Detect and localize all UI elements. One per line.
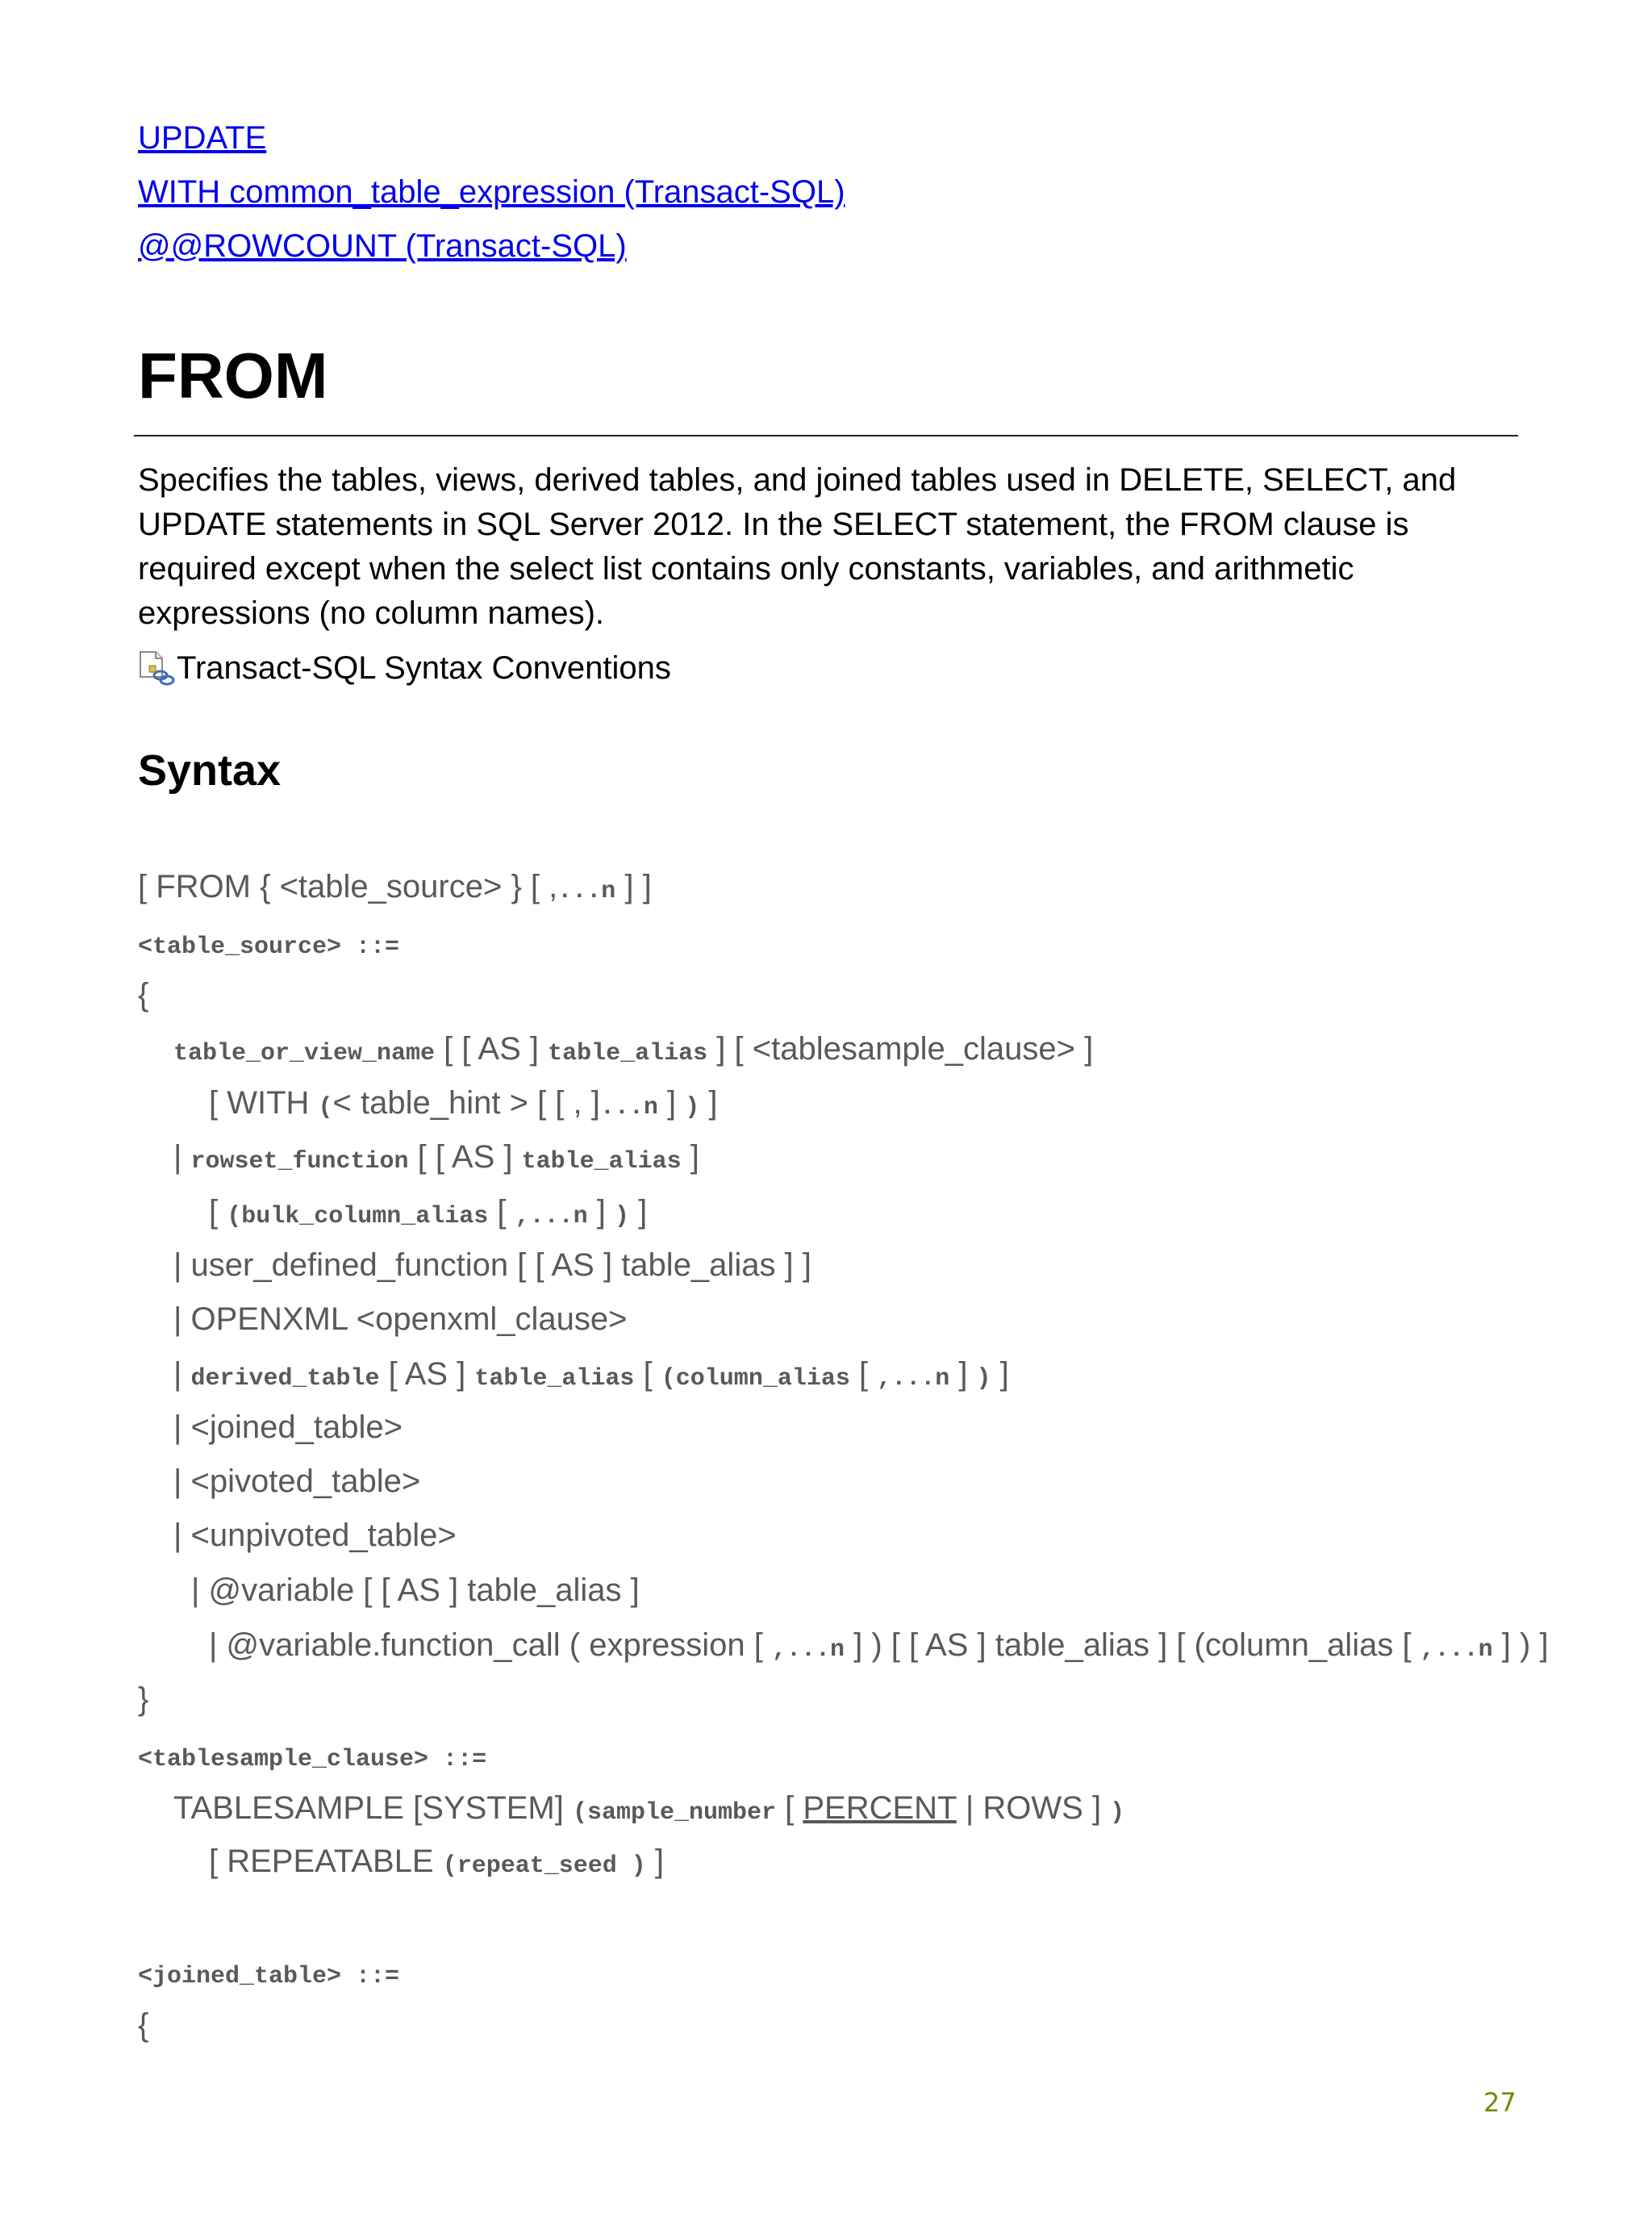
syntax-text: ] bbox=[629, 1194, 648, 1230]
link-rowcount[interactable]: @@ROWCOUNT (Transact-SQL) bbox=[138, 228, 627, 264]
syntax-token: (bulk_column_alias bbox=[227, 1203, 489, 1230]
syntax-line-udf bbox=[173, 1244, 811, 1286]
syntax-text: [ bbox=[209, 1194, 227, 1230]
syntax-text: ] bbox=[949, 1356, 977, 1392]
syntax-text: | <unpivoted_table> bbox=[173, 1518, 457, 1553]
syntax-text: [ REPEATABLE bbox=[209, 1844, 443, 1879]
syntax-line-variable-function bbox=[209, 1624, 1549, 1671]
syntax-text: [ bbox=[776, 1790, 803, 1826]
syntax-token: (sample_number bbox=[572, 1799, 777, 1827]
syntax-line-unpivoted bbox=[173, 1514, 457, 1556]
syntax-token: ...n bbox=[557, 878, 616, 905]
syntax-text: [ [ AS ] bbox=[408, 1139, 522, 1175]
syntax-text: | @variable.function_call ( expression [ bbox=[209, 1627, 772, 1663]
syntax-heading: Syntax bbox=[138, 746, 282, 795]
syntax-line-joined bbox=[173, 1406, 403, 1448]
syntax-line-tablesample bbox=[173, 1787, 1124, 1834]
syntax-token: ,...n bbox=[1420, 1636, 1493, 1664]
syntax-token: ) bbox=[976, 1365, 991, 1393]
page-number: 27 bbox=[1483, 2087, 1516, 2118]
syntax-token: table_alias bbox=[474, 1365, 635, 1393]
syntax-default-percent: PERCENT bbox=[803, 1790, 957, 1826]
syntax-conventions-label: Transact-SQL Syntax Conventions bbox=[177, 650, 671, 686]
syntax-text: | bbox=[173, 1139, 191, 1175]
link-icon bbox=[138, 649, 175, 687]
syntax-token: <table_source> ::= bbox=[138, 933, 400, 961]
syntax-text: [ [ AS ] bbox=[435, 1031, 549, 1067]
syntax-line-rowset bbox=[173, 1136, 699, 1183]
syntax-token: table_or_view_name bbox=[173, 1040, 436, 1067]
syntax-text: ] ) [ [ AS ] table_alias ] [ (column_alias [ bbox=[845, 1627, 1420, 1663]
syntax-token: (column_alias bbox=[661, 1365, 850, 1393]
syntax-text: ] bbox=[657, 1085, 686, 1121]
syntax-text: ] bbox=[681, 1139, 699, 1175]
syntax-conventions-link[interactable] bbox=[138, 645, 671, 691]
syntax-token: table_alias bbox=[521, 1148, 682, 1176]
syntax-line-from bbox=[138, 866, 652, 913]
syntax-text: { bbox=[138, 977, 149, 1013]
syntax-text: } bbox=[138, 1681, 149, 1717]
syntax-text: | ROWS ] bbox=[956, 1790, 1111, 1826]
syntax-token: <tablesample_clause> ::= bbox=[138, 1746, 487, 1773]
page-title: FROM bbox=[138, 340, 328, 411]
syntax-text: [ FROM { <table_source> } [ , bbox=[138, 869, 558, 904]
syntax-text: | bbox=[173, 1356, 191, 1392]
syntax-token: ,...n bbox=[772, 1636, 845, 1664]
syntax-text: | <pivoted_table> bbox=[173, 1464, 421, 1499]
syntax-token: (repeat_seed ) bbox=[442, 1852, 646, 1880]
syntax-line-repeatable bbox=[209, 1840, 664, 1887]
syntax-text: [ AS ] bbox=[379, 1356, 475, 1392]
syntax-text: ] [ <tablesample_clause> ] bbox=[707, 1031, 1094, 1067]
syntax-text: ] ) ] bbox=[1492, 1627, 1549, 1663]
syntax-line-pivoted bbox=[173, 1460, 420, 1502]
syntax-text: | OPENXML <openxml_clause> bbox=[173, 1301, 628, 1337]
syntax-text: | <joined_table> bbox=[173, 1410, 403, 1445]
syntax-token: ) bbox=[1110, 1799, 1125, 1827]
syntax-token: <joined_table> ::= bbox=[138, 1963, 400, 1990]
syntax-text: [ bbox=[488, 1194, 515, 1230]
syntax-token: ) bbox=[685, 1094, 700, 1121]
syntax-line-with-hint bbox=[209, 1082, 717, 1129]
syntax-text: | @variable [ [ AS ] table_alias ] bbox=[191, 1572, 640, 1608]
syntax-token: table_alias bbox=[548, 1040, 708, 1067]
title-divider bbox=[134, 435, 1518, 436]
syntax-token: ,...n bbox=[877, 1365, 950, 1393]
syntax-line-derived bbox=[173, 1353, 1009, 1400]
syntax-token: ( bbox=[318, 1094, 333, 1121]
link-with-cte[interactable]: WITH common_table_expression (Transact-SQL) bbox=[138, 174, 845, 210]
syntax-text: { bbox=[138, 2007, 149, 2043]
syntax-line-joined-table-def bbox=[138, 1951, 399, 1998]
syntax-close-brace bbox=[138, 1678, 148, 1720]
syntax-line-tablesample-def bbox=[138, 1734, 486, 1781]
syntax-token: ,...n bbox=[515, 1203, 588, 1230]
syntax-text: < table_hint > [ [ , ] bbox=[332, 1085, 600, 1121]
description-paragraph: Specifies the tables, views, derived tables, and joined tables used in DELETE, SELECT, and UPDATE statements in SQL Server 2012. In the SELECT statement, the FROM clause is required except when the select list contains only constants, variables, and arithmetic expressions (no column names). bbox=[138, 462, 1457, 631]
syntax-line-bulk bbox=[209, 1191, 647, 1238]
syntax-text: ] bbox=[991, 1356, 1009, 1392]
syntax-line-table-source-def bbox=[138, 921, 399, 968]
syntax-text: ] ] bbox=[615, 869, 652, 904]
syntax-text: ] bbox=[587, 1194, 615, 1230]
syntax-text: ] bbox=[699, 1085, 718, 1121]
syntax-token: ) bbox=[615, 1203, 630, 1230]
syntax-text: [ bbox=[849, 1356, 878, 1392]
syntax-text: ] bbox=[645, 1844, 665, 1879]
syntax-open-brace bbox=[138, 974, 148, 1016]
syntax-text: | user_defined_function [ [ AS ] table_alias ] ] bbox=[173, 1247, 811, 1283]
syntax-open-brace-2 bbox=[138, 2004, 148, 2046]
syntax-line-openxml bbox=[173, 1298, 628, 1340]
syntax-text: TABLESAMPLE [SYSTEM] bbox=[173, 1790, 573, 1826]
link-update[interactable]: UPDATE bbox=[138, 120, 267, 156]
syntax-token: rowset_function bbox=[190, 1148, 409, 1176]
syntax-text: [ WITH bbox=[209, 1085, 319, 1121]
syntax-line-table-or-view bbox=[173, 1028, 1093, 1075]
syntax-token: derived_table bbox=[190, 1365, 380, 1393]
syntax-text: [ bbox=[634, 1356, 661, 1392]
syntax-token: ...n bbox=[599, 1094, 658, 1121]
syntax-line-variable bbox=[191, 1569, 640, 1611]
